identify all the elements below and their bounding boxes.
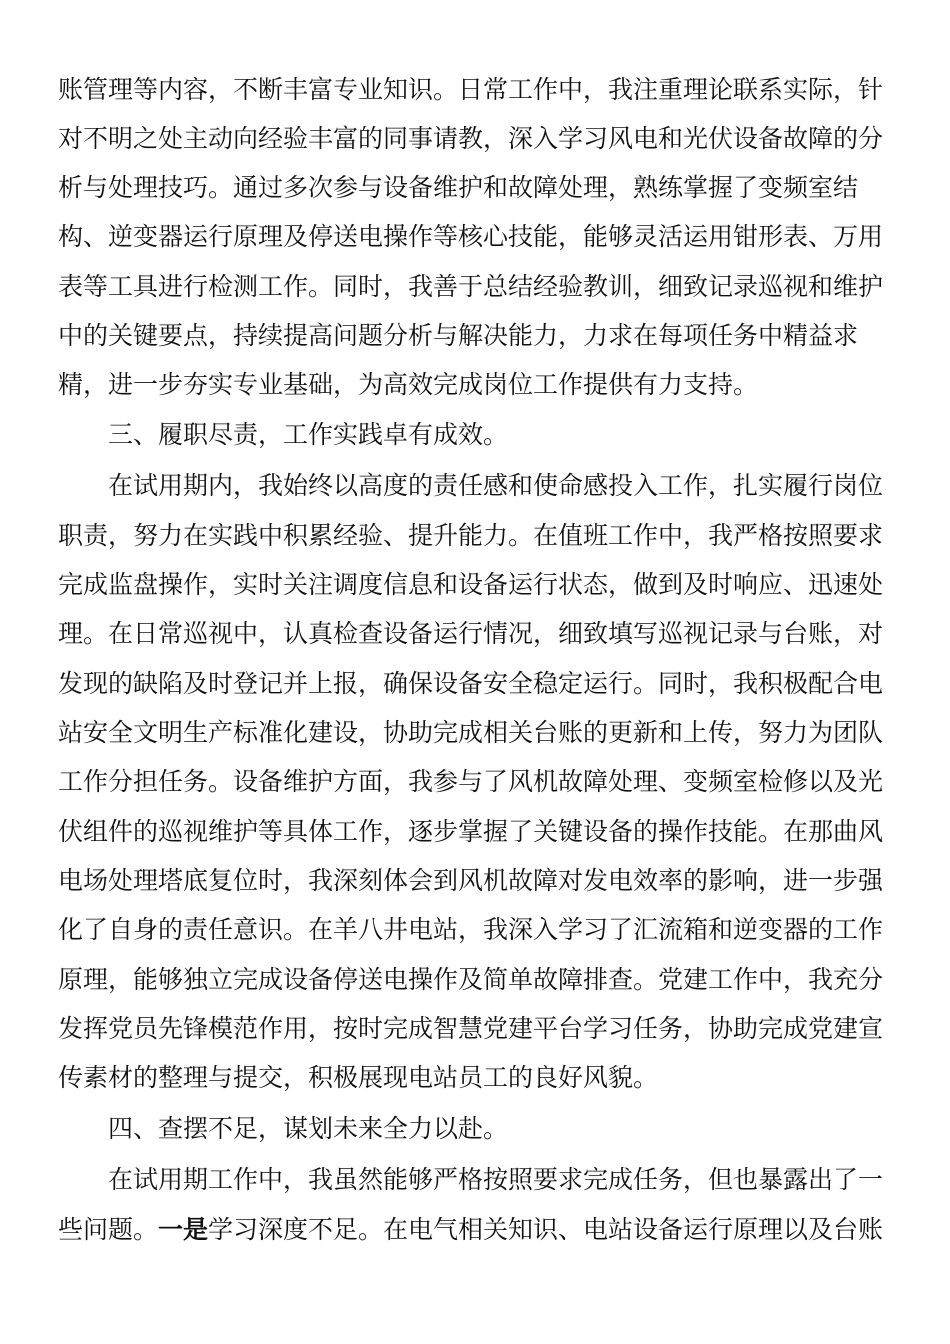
- paragraph-2-line-5: 发现的缺陷及时登记并上报，确保设备安全稳定运行。同时，我积极配合电: [58, 669, 884, 698]
- paragraph-2-line-4: 理。在日常巡视中，认真检查设备运行情况，细致填写巡视记录与台账，对: [58, 619, 884, 648]
- paragraph-1-line-4: 构、逆变器运行原理及停送电操作等核心技能，能够灵活运用钳形表、万用: [58, 222, 884, 251]
- paragraph-2-line-11: 原理，能够独立完成设备停送电操作及简单故障排查。党建工作中，我充分: [58, 965, 884, 994]
- paragraph-2-line-1: 在试用期内，我始终以高度的责任感和使命感投入工作，扎实履行岗位: [108, 471, 884, 500]
- paragraph-1-line-2: 对不明之处主动向经验丰富的同事请教，深入学习风电和光伏设备故障的分: [58, 124, 884, 153]
- paragraph-2-line-6: 站安全文明生产标准化建设，协助完成相关台账的更新和上传，努力为团队: [58, 718, 884, 747]
- paragraph-2-line-2: 职责，努力在实践中积累经验、提升能力。在值班工作中，我严格按照要求: [58, 521, 884, 550]
- paragraph-3-line-1: 在试用期工作中，我虽然能够严格按照要求完成任务，但也暴露出了一: [108, 1165, 884, 1194]
- paragraph-1-line-7: 精，进一步夯实专业基础，为高效完成岗位工作提供有力支持。: [58, 370, 759, 399]
- paragraph-1-line-1: 账管理等内容，不断丰富专业知识。日常工作中，我注重理论联系实际，针: [58, 75, 884, 104]
- paragraph-3-bold-marker: 一是: [158, 1215, 209, 1244]
- paragraph-2-line-12: 发挥党员先锋模范作用，按时完成智慧党建平台学习任务，协助完成党建宣: [58, 1014, 884, 1043]
- paragraph-2-line-9: 电场处理塔底复位时，我深刻体会到风机故障对发电效率的影响，进一步强: [58, 866, 884, 895]
- paragraph-1-line-5: 表等工具进行检测工作。同时，我善于总结经验教训，细致记录巡视和维护: [58, 272, 884, 301]
- paragraph-1-line-6: 中的关键要点，持续提高问题分析与解决能力，力求在每项任务中精益求: [58, 321, 859, 350]
- paragraph-3-text-after: 学习深度不足。在电气相关知识、电站设备运行原理以及台账: [208, 1215, 884, 1244]
- paragraph-2-line-3: 完成监盘操作，实时关注调度信息和设备运行状态，做到及时响应、迅速处: [58, 570, 884, 599]
- section-heading-3: 三、履职尽责，工作实践卓有成效。: [108, 420, 509, 449]
- paragraph-2-line-8: 伏组件的巡视维护等具体工作，逐步掌握了关键设备的操作技能。在那曲风: [58, 817, 884, 846]
- paragraph-1-line-3: 析与处理技巧。通过多次参与设备维护和故障处理，熟练掌握了变频室结: [58, 173, 859, 202]
- paragraph-3-line-2: [0, 1205, 950, 1255]
- paragraph-2-line-13: 传素材的整理与提交，积极展现电站员工的良好风貌。: [58, 1063, 659, 1092]
- paragraph-2-line-10: 化了自身的责任意识。在羊八井电站，我深入学习了汇流箱和逆变器的工作: [58, 915, 884, 944]
- paragraph-2-line-7: 工作分担任务。设备维护方面，我参与了风机故障处理、变频室检修以及光: [58, 767, 884, 796]
- section-heading-4: 四、查摆不足，谋划未来全力以赴。: [108, 1114, 509, 1143]
- paragraph-3-text-before: 些问题。: [58, 1215, 159, 1244]
